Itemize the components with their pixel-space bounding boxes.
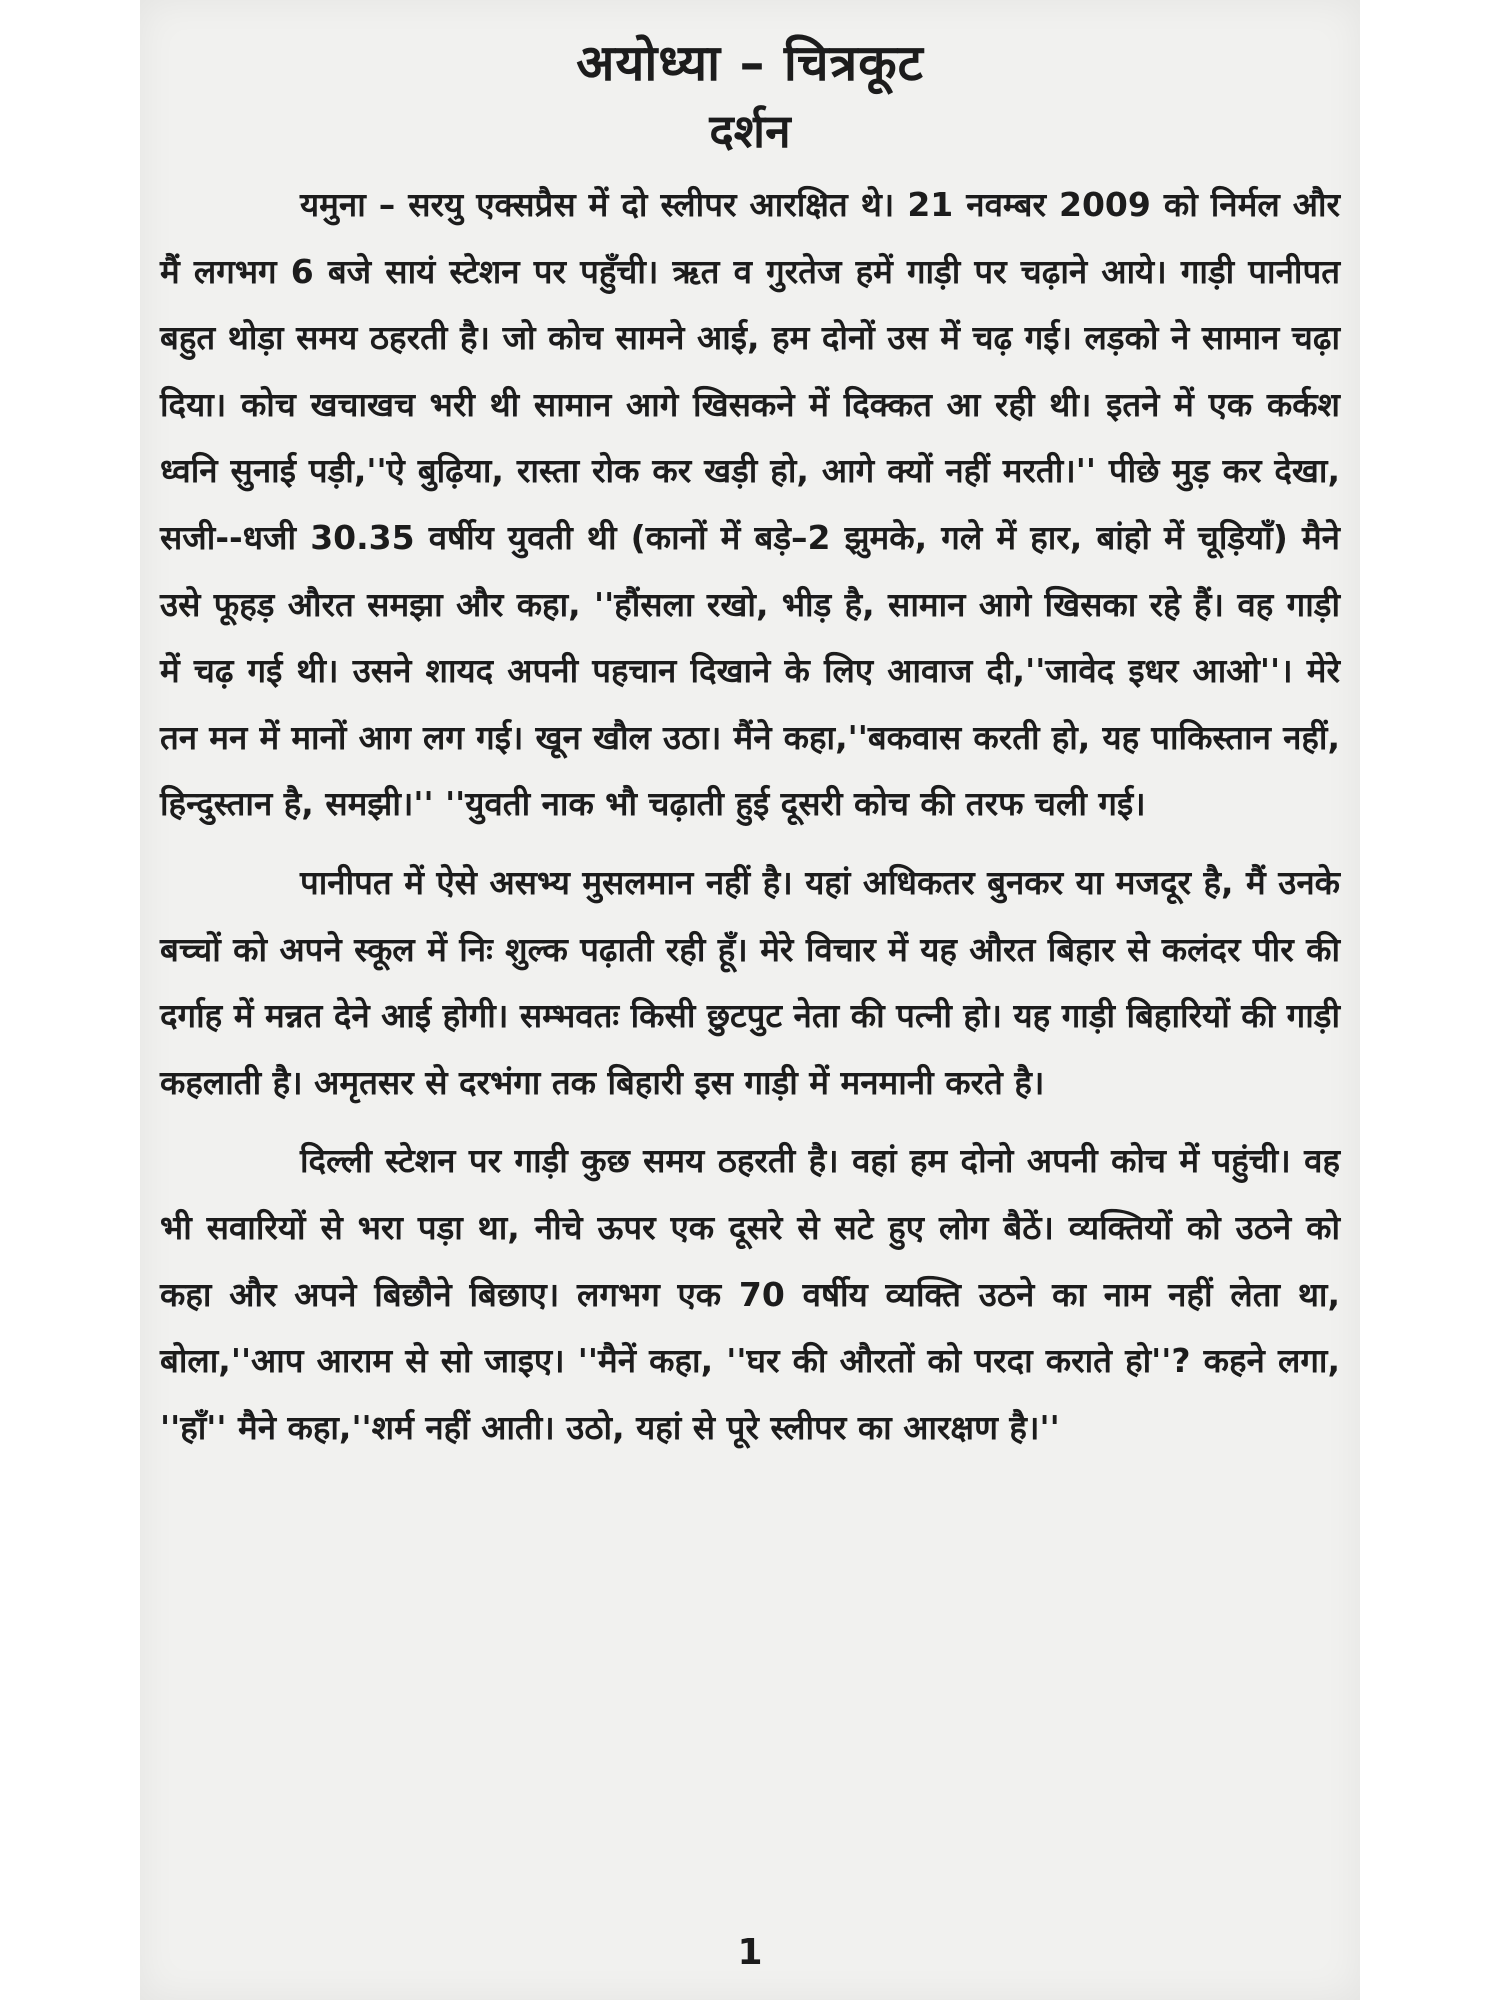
- paragraph-3: दिल्ली स्टेशन पर गाड़ी कुछ समय ठहरती है। वहां हम दोनो अपनी कोच में पहुंची। वह भी सवारियों से भरा पड़ा था, नीचे ऊपर एक दूसरे से सटे हुए लोग बैठें। व्यक्तियों को उठने को कहा और अपने बिछौने बिछाए। लगभग एक 70 वर्षीय व्यक्ति उठने का नाम नहीं लेता था, बोला,''आप आराम से सो जाइए। ''मैनें कहा, ''घर की औरतों को परदा कराते हो''? कहने लगा, ''हाँ'' मैने कहा,''शर्म नहीं आती। उठो, यहां से पूरे स्लीपर का आरक्षण है।'': [160, 1141, 1340, 1447]
- page-number: 1: [737, 1932, 763, 1973]
- page-content: [160, 30, 1340, 1473]
- page-title: अयोध्या – चित्रकूट: [576, 34, 924, 92]
- paragraph-2: पानीपत में ऐसे असभ्य मुसलमान नहीं है। यहां अधिकतर बुनकर या मजदूर है, मैं उनके बच्चों को अपने स्कूल में निः शुल्क पढ़ाती रही हूँ। मेरे विचार में यह औरत बिहार से कलंदर पीर की दर्गाह में मन्नत देने आई होगी। सम्भवतः किसी छुटपुट नेता की पत्नी हो। यह गाड़ी बिहारियों की गाड़ी कहलाती है। अमृतसर से दरभंगा तक बिहारी इस गाड़ी में मनमानी करते है।: [160, 862, 1340, 1102]
- page-subtitle: दर्शन: [709, 104, 791, 158]
- paragraph-1: यमुना – सरयु एक्सप्रैस में दो स्लीपर आरक्षित थे। 21 नवम्बर 2009 को निर्मल और मैं लगभग 6 बजे सायं स्टेशन पर पहुँची। ऋत व गुरतेज हमें गाड़ी पर चढ़ाने आये। गाड़ी पानीपत बहुत थोड़ा समय ठहरती है। जो कोच सामने आई, हम दोनों उस में चढ़ गई। लड़को ने सामान चढ़ा दिया। कोच खचाखच भरी थी सामान आगे खिसकने में दिक्कत आ रही थी। इतने में एक कर्कश ध्वनि सुनाई पड़ी,''ऐ बुढ़िया, रास्ता रोक कर खड़ी हो, आगे क्यों नहीं मरती।'' पीछे मुड़ कर देखा, सजी--धजी 30.35 वर्षीय युवती थी (कानों में बड़े–2 झुमके, गले में हार, बांहो में चूड़ियाँ) मैने उसे फूहड़ औरत समझा और कहा, ''हौंसला रखो, भीड़ है, सामान आगे खिसका रहे हैं। वह गाड़ी में चढ़ गई थी। उसने शायद अपनी पहचान दिखाने के लिए आवाज दी,''जावेद इधर आओ''। मेरे तन मन में मानों आग लग गई। खून खौल उठा। मैंने कहा,''बकवास करती हो, यह पाकिस्तान नहीं, हिन्दुस्तान है, समझी।'' ''युवती नाक भौ चढ़ाती हुई दूसरी कोच की तरफ चली गई।: [160, 185, 1340, 824]
